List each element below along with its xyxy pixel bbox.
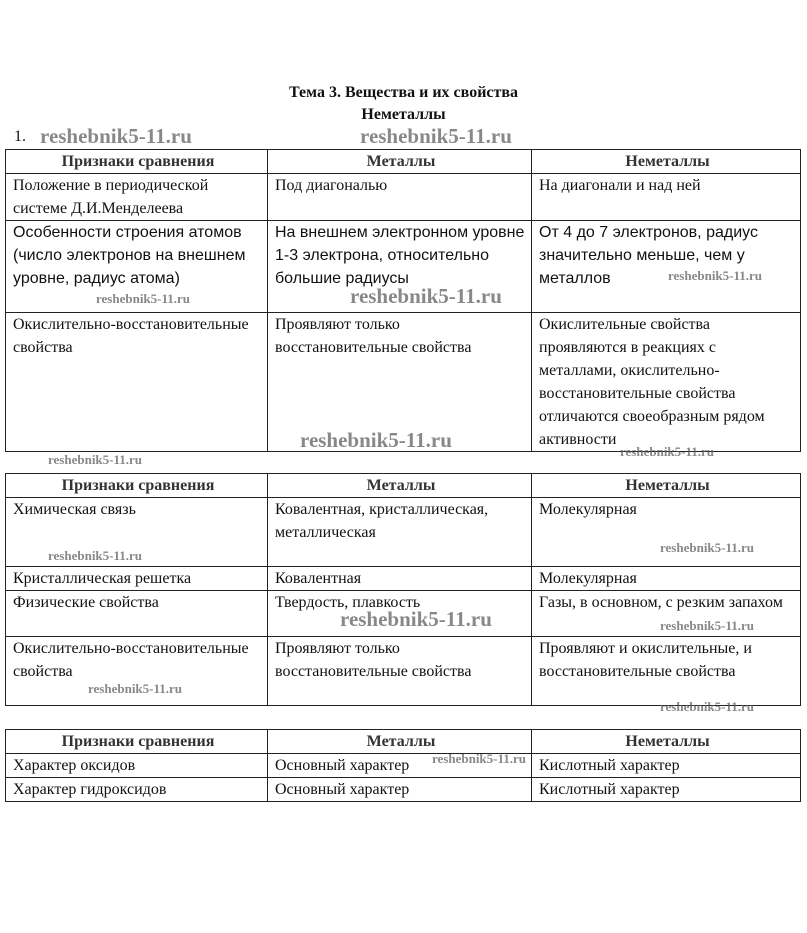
watermark: reshebnik5-11.ru — [350, 284, 502, 308]
watermark: reshebnik5-11.ru — [668, 268, 763, 283]
table-cell: Проявляют только восстановительные свойства — [268, 313, 532, 452]
table-cell: Характер гидроксидов — [6, 778, 268, 802]
table-cell: Физические свойства — [6, 591, 268, 637]
table-cell: Окислительные свойства проявляются в реакциях с металлами, окислительно-восстановительные свойства отличаются своеобразным рядом активности — [532, 313, 801, 452]
header-cell: Металлы — [268, 730, 532, 754]
table-cell: Основный характер — [268, 778, 532, 802]
table-row — [6, 754, 801, 778]
header-cell: Неметаллы — [532, 730, 801, 754]
comparison-table-2 — [5, 473, 801, 706]
table-row — [6, 221, 801, 313]
table-cell: Молекулярная — [532, 567, 801, 591]
table-row — [6, 498, 801, 567]
table-header-row — [6, 150, 801, 174]
table-cell: Характер оксидов — [6, 754, 268, 778]
table-cell: Ковалентная, кристаллическая, металлическая — [268, 498, 532, 567]
table-cell: Проявляют только восстановительные свойства — [268, 637, 532, 706]
table-row — [6, 637, 801, 706]
table-cell: Окислительно-восстановительные свойства — [6, 313, 268, 452]
table-header-row — [6, 474, 801, 498]
header-cell: Неметаллы — [532, 474, 801, 498]
table-cell: Проявляют и окислительные, и восстановительные свойства — [532, 637, 801, 706]
watermark: reshebnik5-11.ru — [360, 124, 512, 148]
table-cell: Химическая связь — [6, 498, 268, 567]
table-cell: На диагонали и над ней — [532, 174, 801, 221]
table-row — [6, 313, 801, 452]
table-cell: Кислотный характер — [532, 778, 801, 802]
table-cell: Окислительно-восстановительные свойства — [6, 637, 268, 706]
watermark: reshebnik5-11.ru — [88, 681, 183, 696]
table-cell: Основный характер — [268, 754, 532, 778]
table-cell: Ковалентная — [268, 567, 532, 591]
table-cell: Молекулярная — [532, 498, 801, 567]
table-cell: Газы, в основном, с резким запахом — [532, 591, 801, 637]
table-cell: Твердость, плавкость — [268, 591, 532, 637]
table-cell: На внешнем электронном уровне 1-3 электрона, относительно большие радиусы — [268, 221, 532, 313]
header-cell: Признаки сравнения — [6, 730, 268, 754]
watermark: reshebnik5-11.ru — [340, 607, 492, 631]
watermark: reshebnik5-11.ru — [48, 452, 143, 467]
watermark: reshebnik5-11.ru — [432, 751, 527, 766]
table-row — [6, 778, 801, 802]
table-cell: Кристаллическая решетка — [6, 567, 268, 591]
header-cell: Неметаллы — [532, 150, 801, 174]
watermark: reshebnik5-11.ru — [300, 428, 452, 452]
task-number: 1. — [14, 128, 26, 145]
table-row — [6, 591, 801, 637]
table-cell: От 4 до 7 электронов, радиус значительно меньше, чем у металлов — [532, 221, 801, 313]
page-subtitle: Неметаллы — [361, 106, 446, 123]
header-cell: Металлы — [268, 474, 532, 498]
header-cell: Признаки сравнения — [6, 150, 268, 174]
header-cell: Признаки сравнения — [6, 474, 268, 498]
watermark: reshebnik5-11.ru — [660, 618, 755, 633]
table-cell: Положение в периодической системе Д.И.Менделеева — [6, 174, 268, 221]
table-cell: Под диагональю — [268, 174, 532, 221]
watermark: reshebnik5-11.ru — [40, 124, 192, 148]
watermark: reshebnik5-11.ru — [620, 444, 715, 459]
table-header-row — [6, 730, 801, 754]
table-row — [6, 174, 801, 221]
header-cell: Металлы — [268, 150, 532, 174]
watermark: reshebnik5-11.ru — [96, 291, 191, 306]
comparison-table-3 — [5, 729, 801, 802]
table-row — [6, 567, 801, 591]
watermark: reshebnik5-11.ru — [660, 540, 755, 555]
table-cell: Особенности строения атомов (число электронов на внешнем уровне, радиус атома) — [6, 221, 268, 313]
watermark: reshebnik5-11.ru — [660, 699, 755, 714]
page-title: Тема 3. Вещества и их свойства — [288, 84, 519, 101]
comparison-table-1 — [5, 149, 801, 452]
table-cell: Кислотный характер — [532, 754, 801, 778]
watermark: reshebnik5-11.ru — [48, 548, 143, 563]
